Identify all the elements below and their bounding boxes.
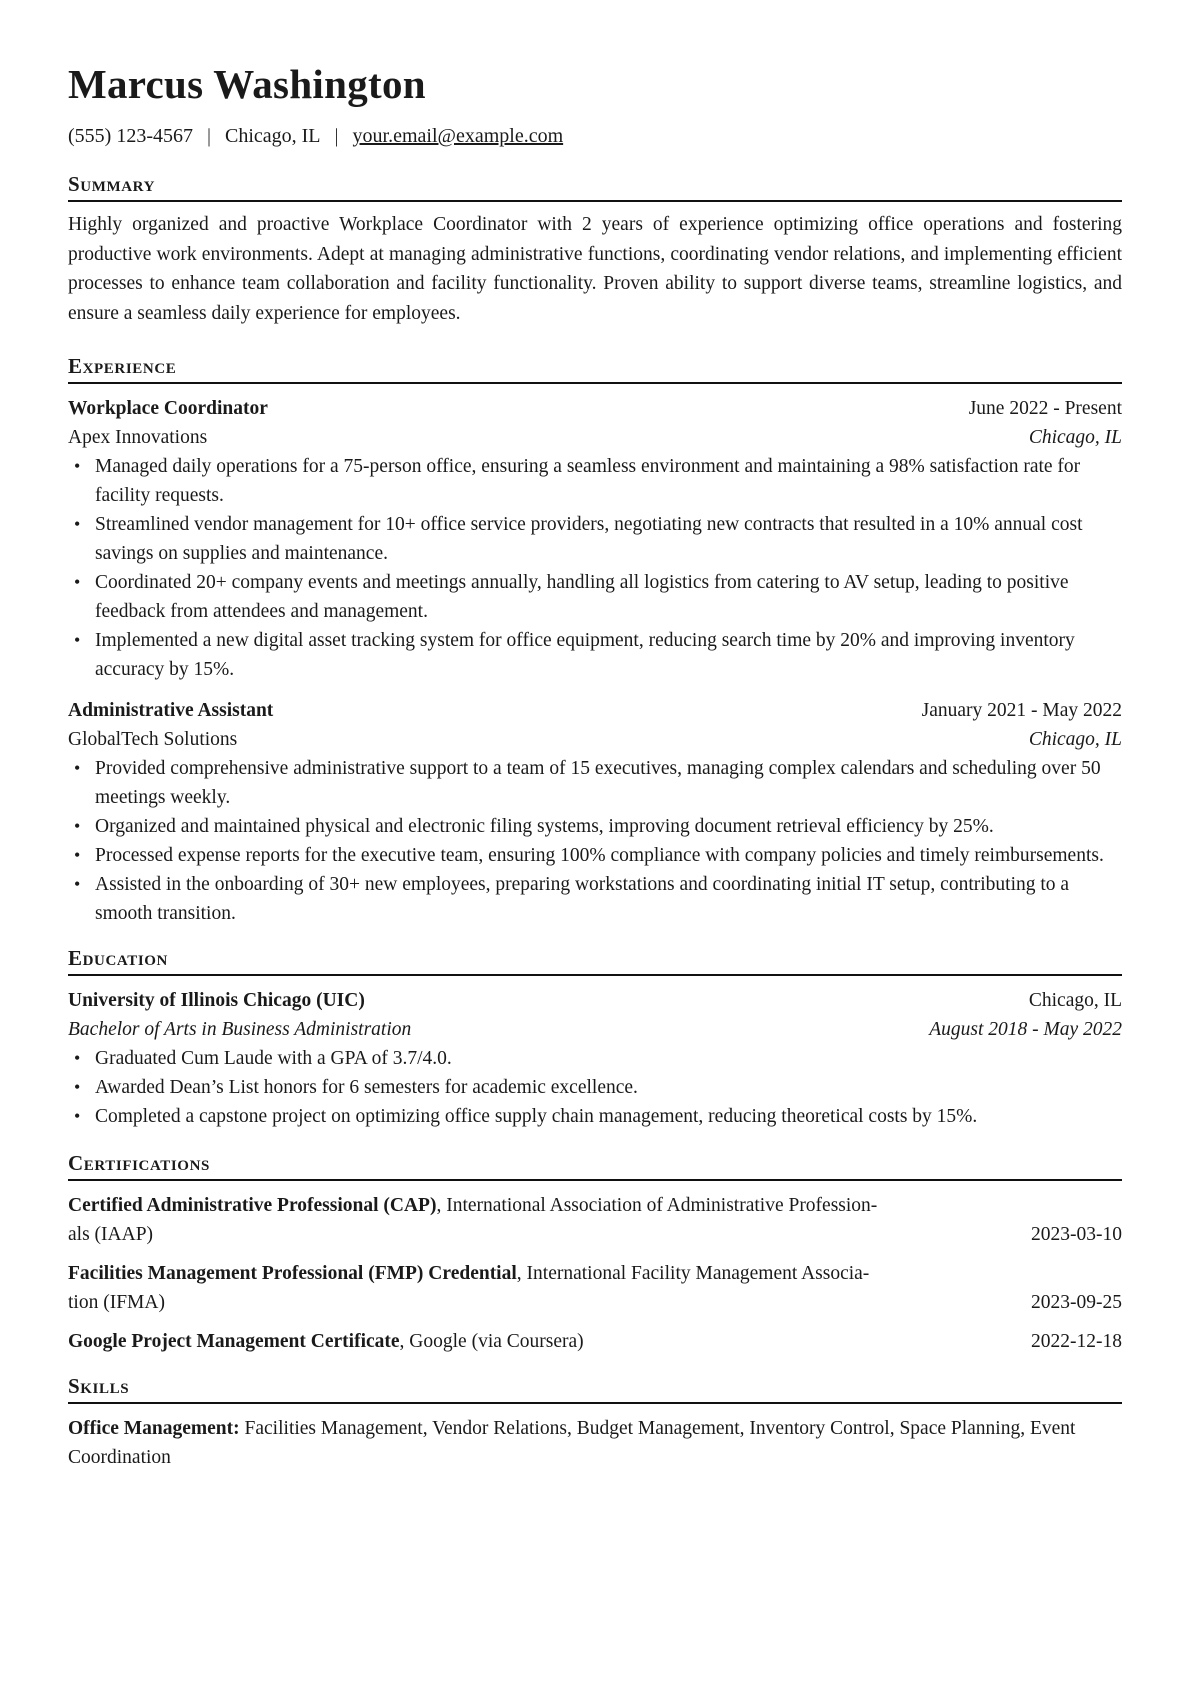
job-company: GlobalTech Solutions	[68, 729, 238, 750]
cert-issuer: , International Facility Management Associa-	[516, 1263, 870, 1284]
school-name: University of Illinois Chicago (UIC)	[68, 990, 365, 1011]
cert-issuer-cont: als (IAAP)	[68, 1224, 154, 1245]
bullet-item: • Graduated Cum Laude with a GPA of 3.7/4.0.	[68, 1044, 1122, 1073]
contact-line	[68, 125, 1122, 148]
certification-item	[68, 1191, 1122, 1249]
school-location: Chicago, IL	[1028, 990, 1122, 1011]
resume-header	[68, 61, 1122, 148]
section-title-skills: Skills	[68, 1374, 1122, 1404]
job-role: Workplace Coordinator	[68, 398, 268, 419]
candidate-name: Marcus Washington	[68, 61, 426, 107]
degree: Bachelor of Arts in Business Administration	[68, 1019, 412, 1040]
job-bullets	[68, 452, 1122, 684]
section-title-summary: Summary	[68, 172, 1122, 202]
job-location: Chicago, IL	[1028, 729, 1122, 750]
education-entry	[68, 986, 1122, 1131]
cert-name: Certified Administrative Professional (CAP)	[68, 1195, 437, 1216]
bullet-item: • Provided comprehensive administrative support to a team of 15 executives, managing complex calendars and scheduling over 50 meetings weekly.	[68, 754, 1122, 812]
cert-issuer-cont: tion (IFMA)	[68, 1292, 165, 1313]
cert-name: Facilities Management Professional (FMP) Credential	[68, 1263, 517, 1284]
bullet-item: • Completed a capstone project on optimizing office supply chain management, reducing theoretical costs by 15%.	[68, 1102, 1122, 1131]
job-bullets	[68, 754, 1122, 928]
experience-section	[68, 354, 1122, 928]
bullet-item: • Managed daily operations for a 75-person office, ensuring a seamless environment and maintaining a 98% satisfaction rate for facility requests.	[68, 452, 1122, 510]
location: Chicago, IL	[225, 125, 321, 147]
cert-name: Google Project Management Certificate	[68, 1331, 400, 1352]
email-link[interactable]: your.email@example.com	[352, 125, 564, 147]
section-title-education: Education	[68, 946, 1122, 976]
education-dates: August 2018 - May 2022	[929, 1019, 1122, 1040]
cert-date: 2023-09-25	[1031, 1292, 1122, 1313]
cert-issuer: , Google (via Coursera)	[399, 1331, 584, 1352]
cert-date: 2022-12-18	[1031, 1331, 1122, 1352]
skill-category-label: Office Management:	[68, 1418, 240, 1439]
separator: |	[334, 125, 339, 147]
job-role: Administrative Assistant	[68, 700, 274, 721]
summary-text: Highly organized and proactive Workplace Coordinator with 2 years of experience optimizing office operations and fostering productive work environments. Adept at managing administrative functions, coordinating vendor relations, and implementing efficient processes to enhance team collaboration and facility functionality. Proven ability to support diverse teams, streamline logistics, and ensure a seamless daily experience for employees.	[68, 214, 1122, 324]
job-entry	[68, 394, 1122, 684]
job-dates: June 2022 - Present	[968, 398, 1122, 419]
education-bullets	[68, 1044, 1122, 1131]
bullet-item: • Coordinated 20+ company events and meetings annually, handling all logistics from catering to AV setup, leading to positive feedback from attendees and management.	[68, 568, 1122, 626]
certification-item	[68, 1259, 1122, 1317]
job-entry	[68, 696, 1122, 928]
cert-date: 2023-03-10	[1031, 1224, 1122, 1245]
skills-section	[68, 1374, 1122, 1472]
bullet-item: • Streamlined vendor management for 10+ office service providers, negotiating new contracts that resulted in a 10% annual cost savings on supplies and maintenance.	[68, 510, 1122, 568]
skill-category-items: Facilities Management, Vendor Relations, Budget Management, Inventory Control, Space Planning, Event Coordination	[68, 1418, 1076, 1468]
job-location: Chicago, IL	[1028, 427, 1122, 448]
section-title-experience: Experience	[68, 354, 1122, 384]
phone-number: (555) 123-4567	[68, 125, 193, 147]
separator: |	[206, 125, 211, 147]
certification-item	[68, 1327, 1122, 1356]
bullet-item: • Processed expense reports for the executive team, ensuring 100% compliance with company policies and timely reimbursements.	[68, 841, 1122, 870]
bullet-item: • Implemented a new digital asset tracking system for office equipment, reducing search time by 20% and improving inventory accuracy by 15%.	[68, 626, 1122, 684]
skill-category	[68, 1414, 1122, 1472]
bullet-item: • Organized and maintained physical and electronic filing systems, improving document retrieval efficiency by 25%.	[68, 812, 1122, 841]
education-section	[68, 946, 1122, 1131]
section-title-certifications: Certifications	[68, 1151, 1122, 1181]
cert-issuer: , International Association of Administrative Profession-	[436, 1195, 878, 1216]
bullet-item: • Assisted in the onboarding of 30+ new employees, preparing workstations and coordinating initial IT setup, contributing to a smooth transition.	[68, 870, 1122, 928]
job-dates: January 2021 - May 2022	[921, 700, 1122, 721]
job-company: Apex Innovations	[68, 427, 208, 448]
summary-section	[68, 172, 1122, 328]
certifications-section	[68, 1151, 1122, 1356]
bullet-item: • Awarded Dean’s List honors for 6 semesters for academic excellence.	[68, 1073, 1122, 1102]
